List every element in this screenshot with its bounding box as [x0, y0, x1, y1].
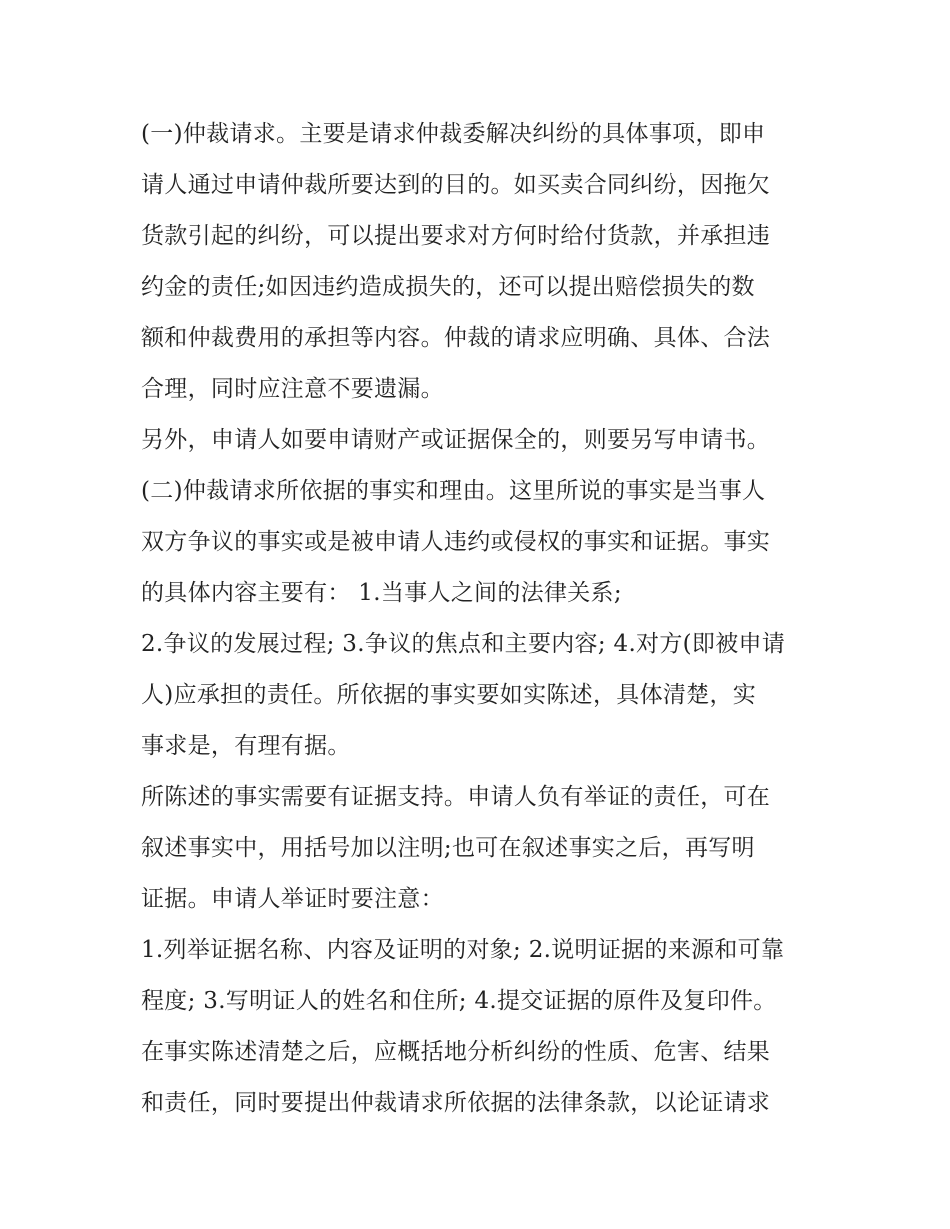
- text-line: 请人通过申请仲裁所要达到的目的。如买卖合同纠纷，因拖欠: [141, 172, 771, 198]
- text-line: 证据。申请人举证时要注意：: [141, 886, 444, 912]
- document-body: [141, 109, 813, 1129]
- text-line: 程度; 3.写明证人的姓名和住所; 4.提交证据的原件及复印件。: [141, 988, 777, 1014]
- text-line: 额和仲裁费用的承担等内容。仲裁的请求应明确、具体、合法: [141, 325, 771, 351]
- text-line: 的具体内容主要有： 1.当事人之间的法律关系;: [141, 580, 622, 606]
- text-line: 人)应承担的责任。所依据的事实要如实陈述，具体清楚，实: [141, 682, 757, 708]
- text-line: 约金的责任;如因违约造成损失的，还可以提出赔偿损失的数: [141, 274, 755, 300]
- text-line: 货款引起的纠纷，可以提出要求对方何时给付货款，并承担违: [141, 223, 771, 249]
- text-line: (一)仲裁请求。主要是请求仲裁委解决纠纷的具体事项，即申: [141, 121, 766, 147]
- text-line: 叙述事实中，用括号加以注明;也可在叙述事实之后，再写明: [141, 835, 755, 861]
- text-line: (二)仲裁请求所依据的事实和理由。这里所说的事实是当事人: [141, 478, 766, 504]
- text-line: 事求是，有理有据。: [141, 733, 351, 759]
- text-line: 和责任，同时要提出仲裁请求所依据的法律条款，以论证请求: [141, 1090, 771, 1116]
- text-line: 合理，同时应注意不要遗漏。: [141, 376, 444, 402]
- text-line: 2.争议的发展过程; 3.争议的焦点和主要内容; 4.对方(即被申请: [141, 631, 786, 657]
- text-line: 另外，申请人如要申请财产或证据保全的，则要另写申请书。: [141, 427, 771, 453]
- text-line: 双方争议的事实或是被申请人违约或侵权的事实和证据。事实: [141, 529, 771, 555]
- text-line: 在事实陈述清楚之后，应概括地分析纠纷的性质、危害、结果: [141, 1039, 771, 1065]
- text-line: 1.列举证据名称、内容及证明的对象; 2.说明证据的来源和可靠: [141, 937, 785, 963]
- text-line: 所陈述的事实需要有证据支持。申请人负有举证的责任，可在: [141, 784, 771, 810]
